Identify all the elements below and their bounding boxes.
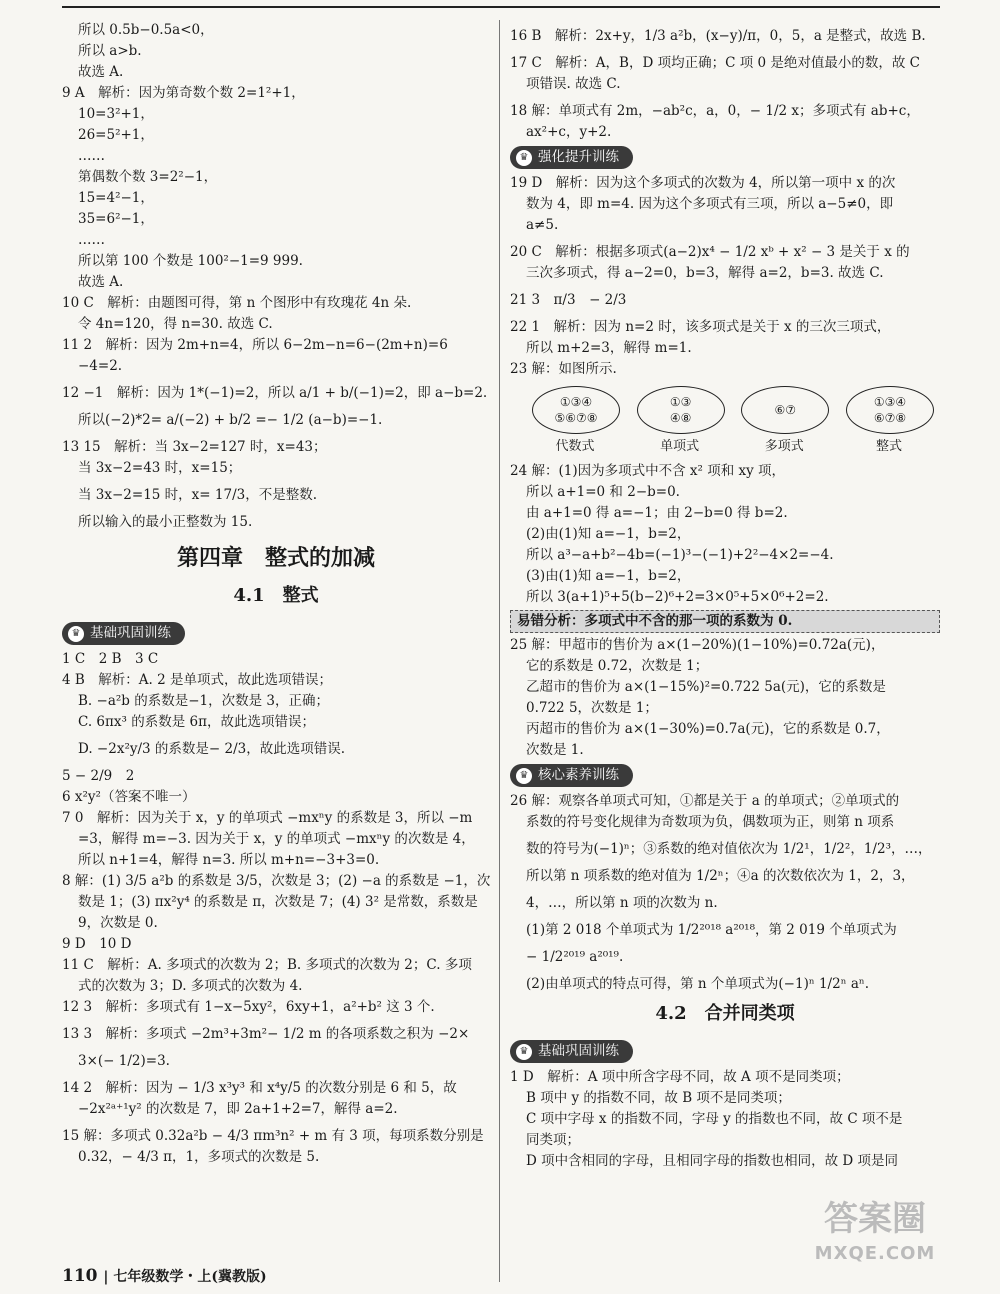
- text-line: 数的符号为(−1)ⁿ；③系数的绝对值依次为 1/2¹，1/2²，1/2³，…，: [526, 841, 932, 857]
- top-rule: [62, 6, 940, 12]
- section-badge: [510, 1040, 633, 1063]
- text-line: 故选 A.: [78, 64, 124, 80]
- set-members: ①③④: [873, 395, 907, 409]
- text-line: − 1/2²⁰¹⁹ a²⁰¹⁹.: [526, 949, 624, 965]
- text-line: 次数是 1.: [526, 742, 584, 758]
- set-members: ⑤⑥⑦⑧: [554, 411, 598, 425]
- text-line: (2)由单项式的特点可得，第 n 个单项式为(−1)ⁿ 1/2ⁿ aⁿ.: [526, 976, 870, 992]
- answer-item: 19 D 解析：因为这个多项式的次数为 4，所以第一项中 x 的次: [510, 175, 896, 191]
- section-badge: [510, 764, 633, 787]
- text-line: 所以 m+2=3，解得 m=1.: [526, 340, 692, 356]
- text-line: 所以输入的最小正整数为 15.: [78, 514, 253, 530]
- text-line: 故选 A.: [78, 274, 124, 290]
- answer-item: 1 C 2 B 3 C: [62, 651, 159, 667]
- answer-item: 13 15 解析：当 3x−2=127 时，x=43；: [62, 439, 327, 455]
- text-line: 0.722 5，次数是 1；: [526, 700, 658, 716]
- badge-label: 基础巩固训练: [90, 625, 171, 641]
- site-watermark: [810, 1196, 940, 1280]
- answer-item: 9 A 解析：因为第奇数个数 2=1²+1，: [62, 85, 305, 101]
- set-diagram: [532, 386, 932, 457]
- text-line: 数是 1；(3) πx²y⁴ 的系数是 π，次数是 7；(4) 3² 是常数，系数是: [78, 894, 478, 910]
- text-line: 9，次数是 0.: [78, 915, 158, 931]
- text-line: 当 3x−2=43 时，x=15；: [78, 460, 242, 476]
- watermark-logo-text: 答案圈: [824, 1199, 926, 1239]
- answer-item: 12 3 解析：多项式有 1−x−5xy²，6xy+1，a²+b² 这 3 个.: [62, 999, 435, 1015]
- answer-item: 4 B 解析：A. 2 是单项式，故此选项错误；: [62, 672, 333, 688]
- text-line: 所以第 100 个数是 100²−1=9 999.: [78, 253, 303, 269]
- set-oval: [741, 386, 829, 434]
- text-line: 所以(−2)*2= a/(−2) + b/2 =− 1/2 (a−b)=−1.: [78, 412, 383, 428]
- page-footer: 110 | 七年级数学・上(冀教版): [62, 1266, 267, 1286]
- text-line: 所以第 n 项系数的绝对值为 1/2ⁿ；④a 的次数依次为 1，2，3，: [526, 868, 915, 884]
- text-line: 10=3²+1，: [78, 106, 154, 122]
- error-analysis-note: 易错分析：多项式中不含的那一项的系数为 0.: [510, 610, 940, 633]
- text-line: =3，解得 m=−3. 因为关于 x，y 的单项式 −mxⁿy 的次数是 4，: [78, 831, 475, 847]
- answer-item: 9 D 10 D: [62, 936, 132, 952]
- set-members: ④⑧: [669, 411, 692, 425]
- text-line: B. −a²b 的系数是−1，次数是 3，正确；: [78, 693, 329, 709]
- section-title: 4.2 合并同类项: [655, 1003, 795, 1024]
- set-oval: [637, 386, 725, 434]
- set-monomial: [637, 386, 723, 457]
- text-line: 3×(− 1/2)=3.: [78, 1053, 170, 1069]
- chapter-title: 第四章 整式的加减: [176, 545, 375, 571]
- set-members: ①③: [669, 395, 692, 409]
- set-members: ①③④: [559, 395, 593, 409]
- answer-item: 21 3 π/3 − 2/3: [510, 292, 627, 308]
- answer-item: 14 2 解析：因为 − 1/3 x³y³ 和 x⁴y/5 的次数分别是 6 和 5，故: [62, 1080, 457, 1096]
- answer-item: 10 C 解析：由题图可得，第 n 个图形中有玫瑰花 4n 朵.: [62, 295, 412, 311]
- answer-item: 7 0 解析：因为关于 x，y 的单项式 −mxⁿy 的系数是 3，所以 −m: [62, 810, 473, 826]
- answer-item: 18 解：单项式有 2m，−ab²c，a，0，− 1/2 x；多项式有 ab+c，: [510, 103, 920, 119]
- crown-icon: ♛: [516, 768, 532, 784]
- text-line: 项错误. 故选 C.: [526, 76, 621, 92]
- answer-item: 16 B 解析：2x+y，1/3 a²b，(x−y)/π，0，5，a 是整式，故选 B.: [510, 28, 926, 44]
- text-line: (1)第 2 018 个单项式为 1/2²⁰¹⁸ a²⁰¹⁸，第 2 019 个单项式为: [526, 922, 897, 938]
- text-line: 所以 3(a+1)⁵+5(b−2)⁶+2=3×0⁵+5×0⁶+2=2.: [526, 589, 829, 605]
- answer-item: 25 解：甲超市的售价为 a×(1−20%)(1−10%)=0.72a(元)，: [510, 637, 885, 653]
- set-caption: 单项式: [660, 439, 700, 454]
- text-line: D. −2x²y/3 的系数是− 2/3，故此选项错误.: [78, 741, 346, 757]
- text-line: 数为 4，即 m=4. 因为这个多项式有三项，所以 a−5≠0，即: [526, 196, 894, 212]
- set-members: ⑥⑦⑧: [873, 411, 907, 425]
- text-line: (3)由(1)知 a=−1，b=2，: [526, 568, 691, 584]
- answer-item: 12 −1 解析：因为 1*(−1)=2，所以 a/1 + b/(−1)=2，即 a−b=2.: [62, 385, 488, 401]
- text-line: 同类项；: [526, 1132, 580, 1148]
- text-line: 由 a+1=0 得 a=−1；由 2−b=0 得 b=2.: [526, 505, 788, 521]
- badge-label: 核心素养训练: [538, 767, 619, 783]
- watermark-url: MXQE.COM: [814, 1243, 936, 1264]
- section-title: 4.1 整式: [233, 585, 319, 606]
- crown-icon: ♛: [68, 626, 84, 642]
- set-polynomial: [741, 386, 827, 457]
- text-line: 丙超市的售价为 a×(1−30%)=0.7a(元)，它的系数是 0.7，: [526, 721, 890, 737]
- text-line: 0.32，− 4/3 π，1，多项式的次数是 5.: [78, 1149, 320, 1165]
- text-line: 系数的符号变化规律为奇数项为负，偶数项为正，则第 n 项系: [526, 814, 895, 830]
- left-column: [62, 20, 490, 1168]
- text-line: 15=4²−1，: [78, 190, 154, 206]
- answer-item: 8 解：(1) 3/5 a²b 的系数是 3/5，次数是 3；(2) −a 的系数是 −1，次: [62, 873, 490, 889]
- answer-item: 17 C 解析：A，B，D 项均正确；C 项 0 是绝对值最小的数，故 C: [510, 55, 920, 71]
- text-line: 令 4n=120，得 n=30. 故选 C.: [78, 316, 273, 332]
- text-line: B 项中 y 的指数不同，故 B 项不是同类项；: [526, 1090, 791, 1106]
- text-line: 所以 0.5b−0.5a<0，: [78, 22, 214, 38]
- text-line: D 项中含相同的字母，且相同字母的指数也相同，故 D 项是同: [526, 1153, 899, 1169]
- text-line: 所以 a+1=0 和 2−b=0.: [526, 484, 680, 500]
- text-line: 式的次数为 3；D. 多项式的次数为 4.: [78, 978, 303, 994]
- answer-item: 1 D 解析：A 项中所含字母不同，故 A 项不是同类项；: [510, 1069, 850, 1085]
- answer-item: 23 解：如图所示.: [510, 361, 617, 377]
- answer-item: 5 − 2/9 2: [62, 768, 135, 784]
- text-line: ax²+c，y+2.: [526, 124, 612, 140]
- set-caption: 多项式: [764, 439, 804, 454]
- text-line: 所以 n+1=4，解得 n=3. 所以 m+n=−3+3=0.: [78, 852, 380, 868]
- crown-icon: ♛: [516, 1044, 532, 1060]
- set-caption: 整式: [875, 439, 902, 454]
- badge-label: 强化提升训练: [538, 149, 619, 165]
- text-line: C. 6πx³ 的系数是 6π，故此选项错误；: [78, 714, 315, 730]
- column-divider: [499, 20, 500, 1282]
- text-line: 当 3x−2=15 时，x= 17/3，不是整数.: [78, 487, 317, 503]
- text-line: 35=6²−1，: [78, 211, 154, 227]
- set-caption: 代数式: [555, 439, 595, 454]
- text-line: a≠5.: [526, 217, 559, 233]
- text-line: 26=5²+1，: [78, 127, 154, 143]
- set-oval: [532, 386, 620, 434]
- text-line: 所以 a³−a+b²−4b=(−1)³−(−1)+2²−4×2=−4.: [526, 547, 834, 563]
- answer-item: 11 C 解析：A. 多项式的次数为 2；B. 多项式的次数为 2；C. 多项: [62, 957, 472, 973]
- text-line: C 项中字母 x 的指数不同，字母 y 的指数也不同，故 C 项不是: [526, 1111, 903, 1127]
- text-line: −2x²ᵃ⁺¹y² 的次数是 7，即 2a+1+2=7，解得 a=2.: [78, 1101, 398, 1117]
- answer-item: 22 1 解析：因为 n=2 时，该多项式是关于 x 的三次三项式，: [510, 319, 891, 335]
- section-badge: [510, 146, 633, 169]
- answer-item: 13 3 解析：多项式 −2m³+3m²− 1/2 m 的各项系数之积为 −2×: [62, 1026, 470, 1042]
- text-line: ……: [78, 232, 105, 248]
- answer-item: 6 x²y²（答案不唯一）: [62, 789, 196, 805]
- text-line: ……: [78, 148, 105, 164]
- text-line: 所以 a>b.: [78, 43, 142, 59]
- answer-item: 15 解：多项式 0.32a²b − 4/3 πm³n² + m 有 3 项，每项系数分别是: [62, 1128, 484, 1144]
- right-column: [510, 20, 940, 1172]
- text-line: −4=2.: [78, 358, 123, 374]
- set-oval: [846, 386, 934, 434]
- answer-item: 24 解：(1)因为多项式中不含 x² 项和 xy 项，: [510, 463, 786, 479]
- text-line: 4，…，所以第 n 项的次数为 n.: [526, 895, 718, 911]
- page-number: 110: [62, 1266, 98, 1286]
- answer-item: 11 2 解析：因为 2m+n=4，所以 6−2m−n=6−(2m+n)=6: [62, 337, 448, 353]
- text-line: 它的系数是 0.72，次数是 1；: [526, 658, 709, 674]
- set-algebraic: [532, 386, 618, 457]
- text-line: 第偶数个数 3=2²−1，: [78, 169, 218, 185]
- text-line: 三次多项式，得 a−2=0，b=3，解得 a=2，b=3. 故选 C.: [526, 265, 884, 281]
- answer-item: 26 解：观察各单项式可知，①都是关于 a 的单项式；②单项式的: [510, 793, 900, 809]
- crown-icon: ♛: [516, 150, 532, 166]
- answer-item: 20 C 解析：根据多项式(a−2)x⁴ − 1/2 xᵇ + x² − 3 是关于 x 的: [510, 244, 910, 260]
- book-title: 七年级数学・上(冀教版): [113, 1269, 267, 1285]
- text-line: (2)由(1)知 a=−1，b=2，: [526, 526, 691, 542]
- set-members: ⑥⑦: [774, 403, 797, 417]
- section-badge: [62, 622, 185, 645]
- text-line: 乙超市的售价为 a×(1−15%)²=0.722 5a(元)，它的系数是: [526, 679, 886, 695]
- set-integral: [846, 386, 932, 457]
- badge-label: 基础巩固训练: [538, 1043, 619, 1059]
